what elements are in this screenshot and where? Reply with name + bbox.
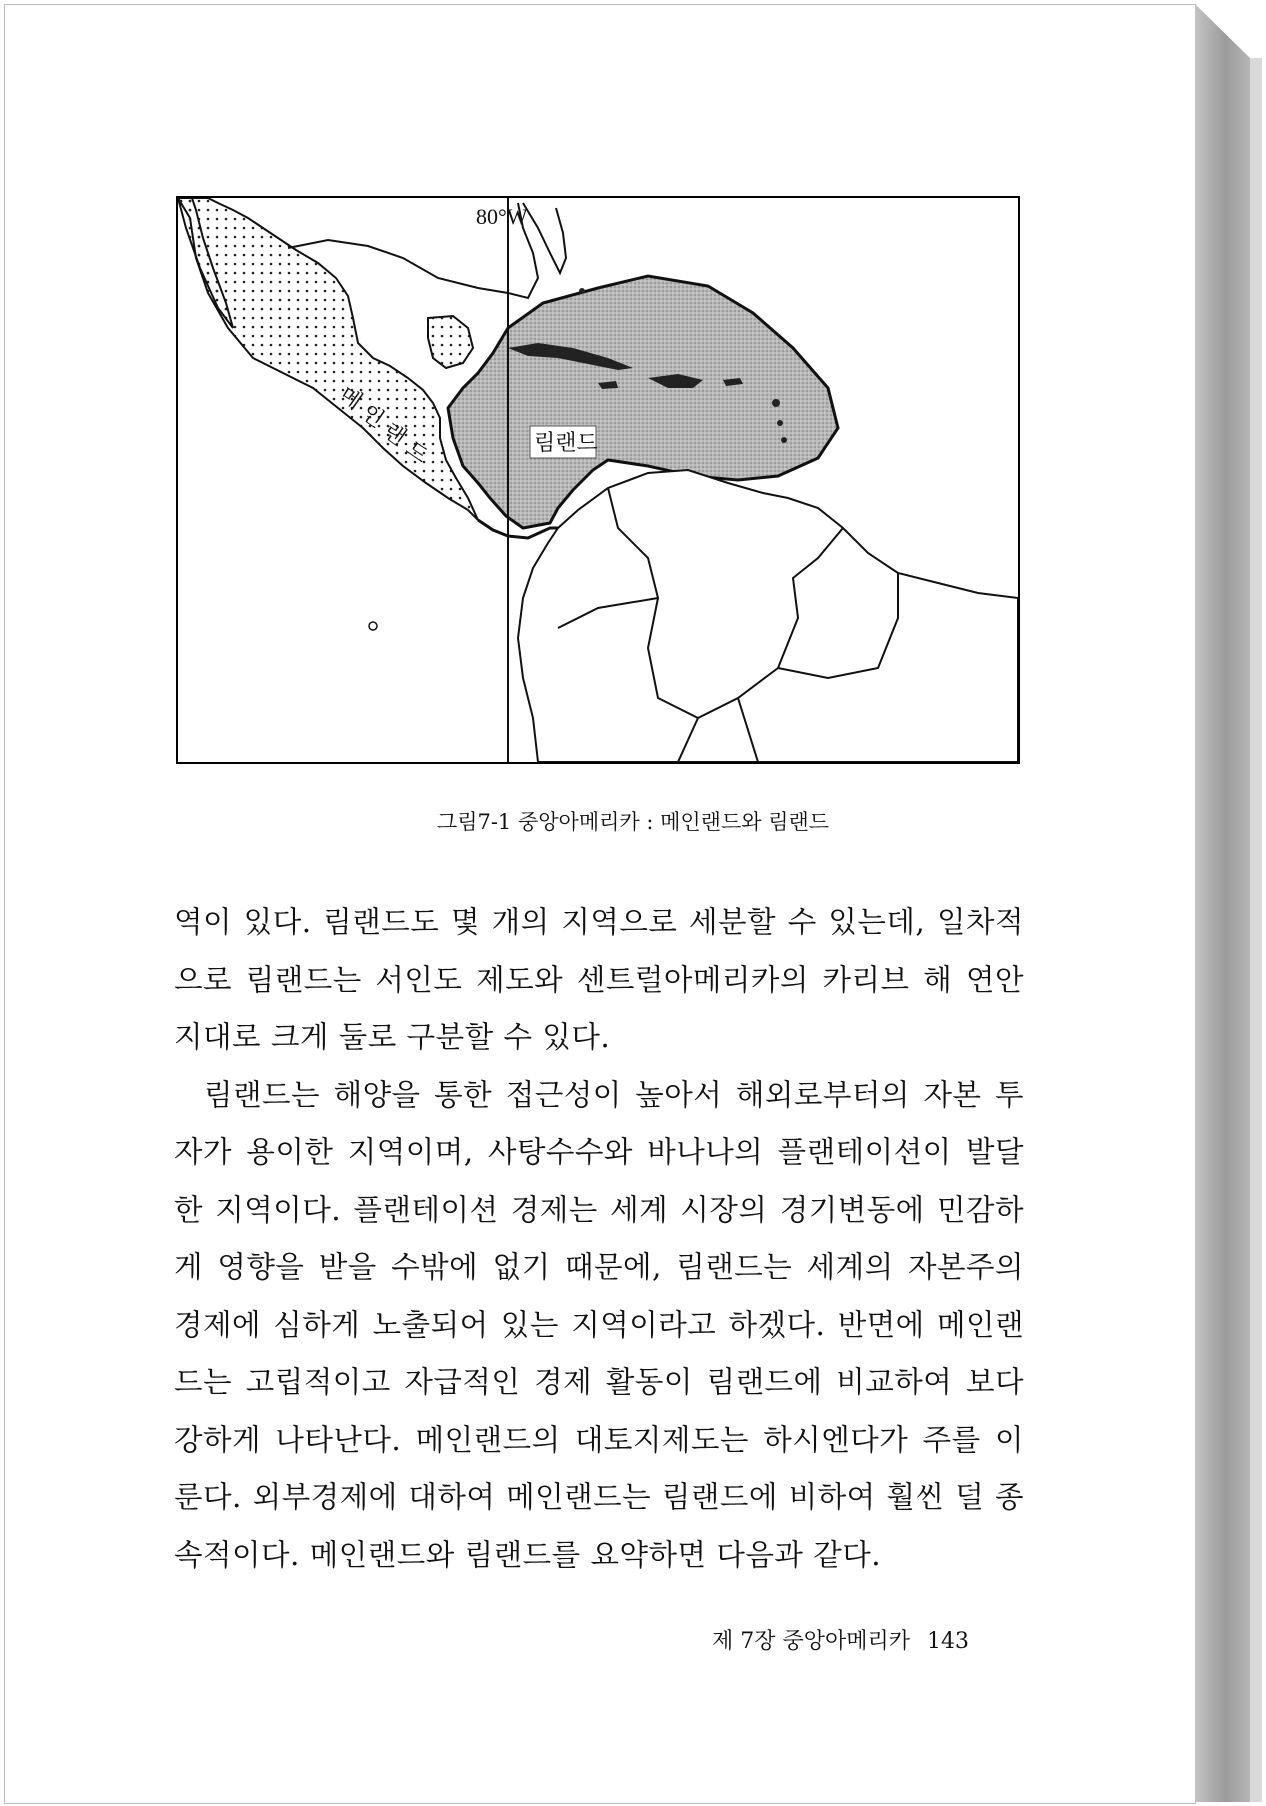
meridian-label: 80°W <box>476 204 528 229</box>
paragraph: 림랜드는 해양을 통한 접근성이 높아서 해외로부터의 자본 투자가 용이한 지역이며, 사탕수수와 바나나의 플랜테이션이 발달한 지역이다. 플랜테이션 경제는 세계 시장의 경기변동에 민감하게 영향을 받을 수밖에 없기 때문에, 림랜드는 세계의 자본주의 경제에 심하게 노출되어 있는 지역이라고 하겠다. 반면에 메인랜드는 고립적이고 자급적인 경제 활동이 림랜드에 비교하여 보다 강하게 나타난다. 메인랜드의 대토지제도는 하시엔다가 주를 이룬다. 외부경제에 대하여 메인랜드는 림랜드에 비하여 훨씬 덜 종속적이다. 메인랜드와 림랜드를 요약하면 다음과 같다. <box>174 1077 1024 1572</box>
galapagos-mark <box>369 622 377 630</box>
page-number: 143 <box>927 1629 969 1654</box>
central-america-map <box>176 196 1020 764</box>
paragraph: 역이 있다. 림랜드도 몇 개의 지역으로 세분할 수 있는데, 일차적으로 림랜드는 서인도 제도와 센트럴아메리카의 카리브 해 연안 지대로 크게 둘로 구분할 수 있다. <box>174 905 1024 1054</box>
lesser-antilles <box>772 399 780 407</box>
florida <box>523 203 566 273</box>
rimland-label: 림랜드 <box>534 431 598 456</box>
mainland-label-char: 랜 <box>378 418 411 452</box>
body-text <box>174 894 1024 1584</box>
chapter-title: 제 7장 중앙아메리카 <box>712 1629 910 1654</box>
page-footer <box>712 1624 979 1655</box>
yucatan-region <box>428 316 473 368</box>
mainland-label-char: 인 <box>356 400 389 434</box>
mainland-label-char: 메 <box>334 382 367 416</box>
south-america <box>518 470 1018 762</box>
page-edge-rim <box>1250 58 1262 1802</box>
mainland-label-char: 드 <box>400 436 433 470</box>
page-edge <box>1195 4 1250 1802</box>
figure-caption: 그림7-1 중앙아메리카 : 메인랜드와 림랜드 <box>436 810 830 834</box>
